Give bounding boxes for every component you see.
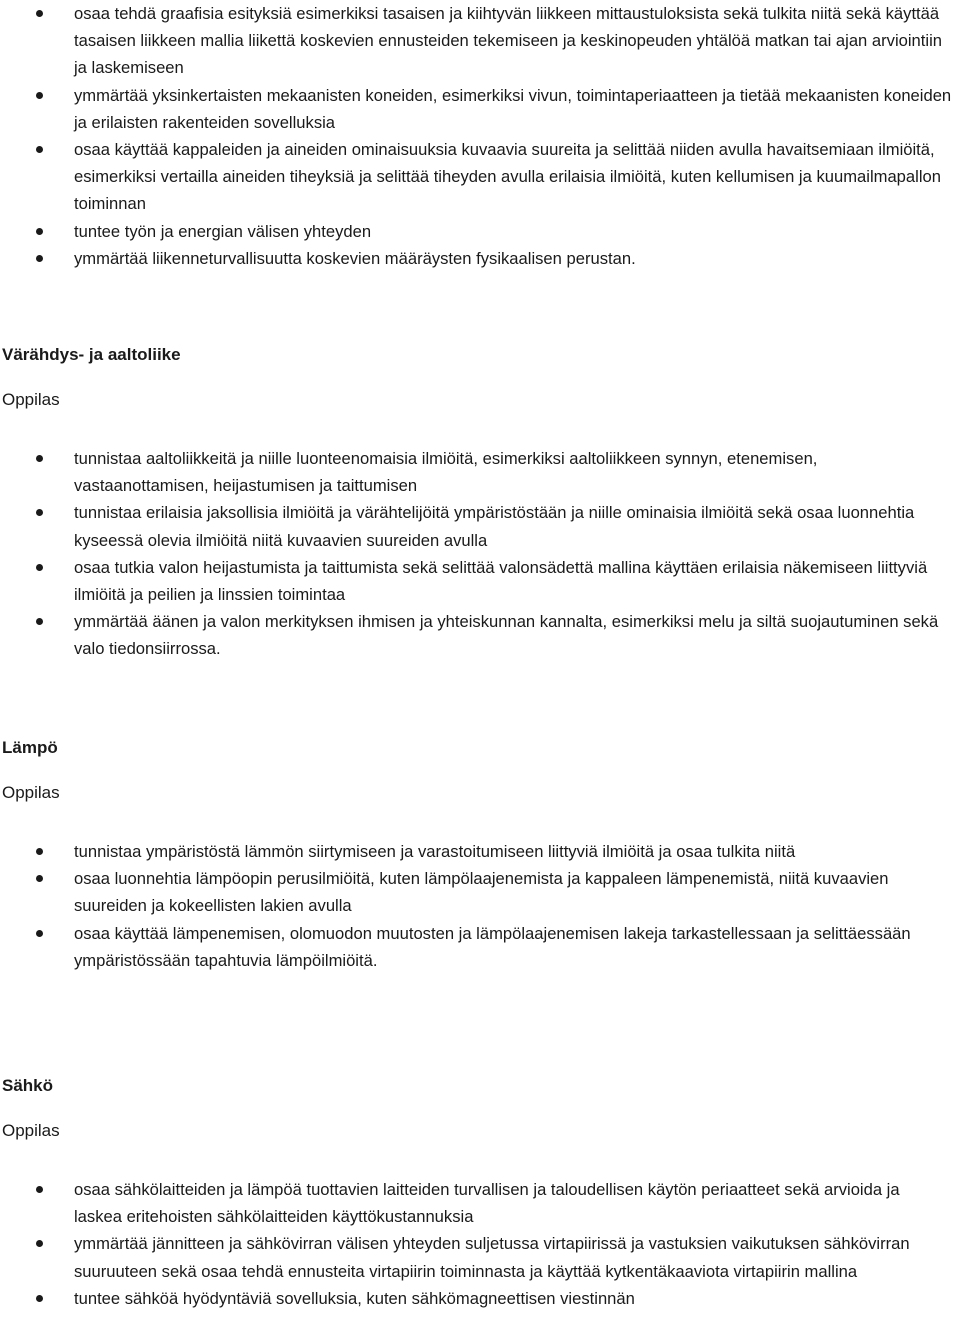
- section-heading-electricity: Sähkö: [2, 1076, 54, 1095]
- list-item: ymmärtää yksinkertaisten mekaanisten koneiden, esimerkiksi vivun, toimintaperiaatteen ja tietää mekaanisten koneiden ja erilaisten rakenteiden sovelluksia: [0, 82, 960, 136]
- electricity-bullet-list: [0, 1176, 960, 1312]
- list-item: ymmärtää äänen ja valon merkityksen ihmisen ja yhteiskunnan kannalta, esimerkiksi melu ja siltä suojautuminen sekä valo tiedonsiirrossa.: [0, 608, 960, 662]
- list-item: osaa luonnehtia lämpöopin perusilmiöitä, kuten lämpölaajenemista ja kappaleen lämpenemistä, niitä kuvaavien suureiden ja kokeellisten lakien avulla: [0, 865, 960, 919]
- list-item: tuntee sähköä hyödyntäviä sovelluksia, kuten sähkömagneettisen viestinnän: [0, 1285, 960, 1312]
- list-item: tuntee työn ja energian välisen yhteyden: [0, 218, 960, 245]
- list-item: osaa tutkia valon heijastumista ja taittumista sekä selittää valonsädettä mallina käyttäen erilaisia näkemiseen liittyviä ilmiöitä ja peilien ja linssien toimintaa: [0, 554, 960, 608]
- list-item: osaa käyttää lämpenemisen, olomuodon muutosten ja lämpölaajenemisen lakeja tarkastellessaan ja selittäessään ympäristössään tapahtuvia lämpöilmiöitä.: [0, 920, 960, 974]
- list-item: tunnistaa aaltoliikkeitä ja niille luonteenomaisia ilmiöitä, esimerkiksi aaltoliikkeen synnyn, etenemisen, vastaanottamisen, heijastumisen ja taittumisen: [0, 445, 960, 499]
- list-item: tunnistaa ympäristöstä lämmön siirtymiseen ja varastoitumiseen liittyviä ilmiöitä ja osaa tulkita niitä: [0, 838, 960, 865]
- intro-bullet-list: [0, 0, 960, 272]
- list-item: osaa sähkölaitteiden ja lämpöä tuottavien laitteiden turvallisen ja taloudellisen käytön periaatteet sekä arvioida ja laskea eritehoisten sähkölaitteiden käyttökustannuksia: [0, 1176, 960, 1230]
- list-item: ymmärtää jännitteen ja sähkövirran välisen yhteyden suljetussa virtapiirissä ja vastuksien vaikutuksen sähkövirran suuruuteen sekä osaa tehdä ennusteita virtapiirin toiminnasta ja käyttää kytkentäkaaviota virtapiirin mallina: [0, 1230, 960, 1284]
- list-item: ymmärtää liikenneturvallisuutta koskevien määräysten fysikaalisen perustan.: [0, 245, 960, 272]
- section-subtitle: Oppilas: [2, 1121, 60, 1140]
- section-heading-vibration-waves: Värähdys- ja aaltoliike: [2, 345, 181, 364]
- section-subtitle: Oppilas: [2, 390, 60, 409]
- section-heading-heat: Lämpö: [2, 738, 58, 757]
- section-subtitle: Oppilas: [2, 783, 60, 802]
- vibration-waves-bullet-list: [0, 445, 960, 663]
- list-item: osaa tehdä graafisia esityksiä esimerkiksi tasaisen ja kiihtyvän liikkeen mittaustuloksista sekä tulkita niitä sekä käyttää tasaisen liikkeen mallia liikettä koskevien ennusteiden tekemiseen ja keskinopeuden yhtälöä matkan tai ajan arviointiin ja laskemiseen: [0, 0, 960, 82]
- list-item: tunnistaa erilaisia jaksollisia ilmiöitä ja värähtelijöitä ympäristöstään ja niille ominaisia ilmiöitä sekä osaa luonnehtia kyseessä olevia ilmiöitä niitä kuvaavien suureiden avulla: [0, 499, 960, 553]
- list-item: osaa käyttää kappaleiden ja aineiden ominaisuuksia kuvaavia suureita ja selittää niiden avulla havaitsemiaan ilmiöitä, esimerkiksi vertailla aineiden tiheyksiä ja selittää tiheyden avulla erilaisia ilmiöitä, kuten kellumisen ja kuumailmapallon toiminnan: [0, 136, 960, 218]
- heat-bullet-list: [0, 838, 960, 974]
